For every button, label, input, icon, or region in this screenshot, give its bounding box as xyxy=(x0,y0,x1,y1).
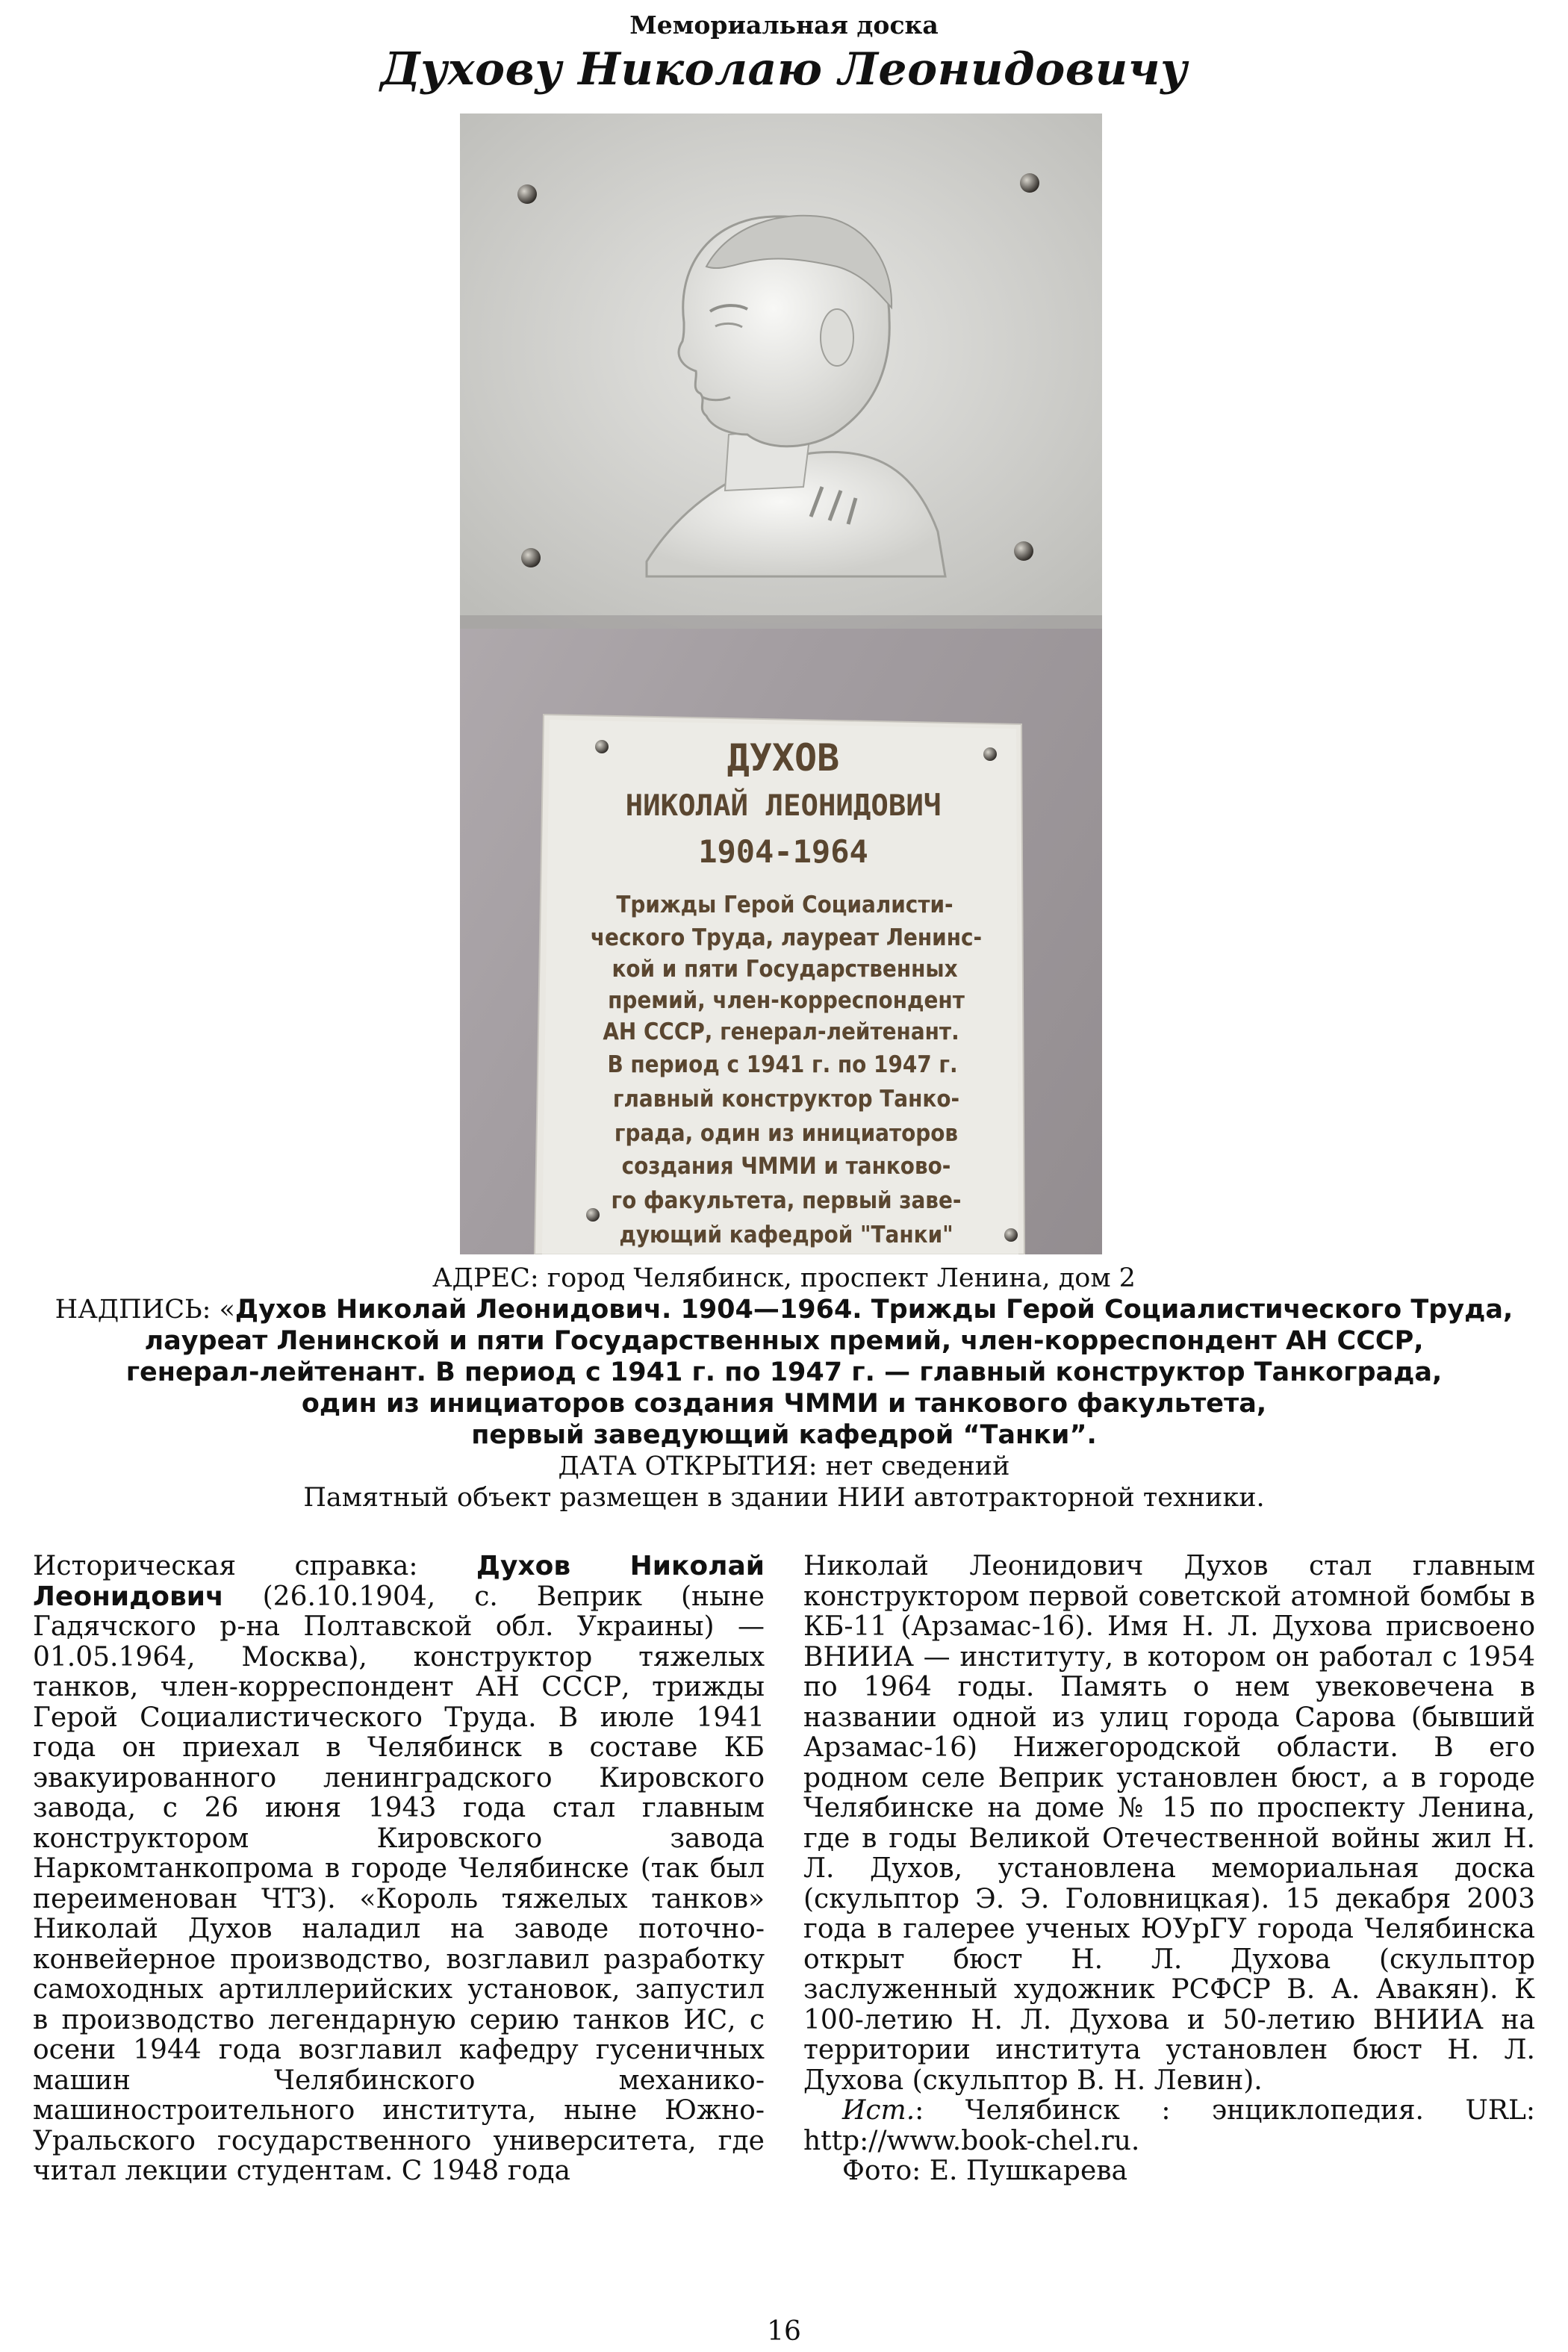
plaque-line: Трижды Герой Социалисти- xyxy=(616,892,953,918)
page-title: Духову Николаю Леонидовичу xyxy=(380,43,1188,96)
history-continuation: Николай Леонидович Духов стал главным конструктором первой советской атомной бомбы в КБ-11 (Арзамас-16). Имя Н. Л. Духова присвоено ВНИИА — институту, в котором он работал с 1954 по 1964 годы. Память о нем увековечена в названии одной из улиц города Сарова (бывший Арзамас-16) Нижегородской области. В его родном селе Веприк установлен бюст, а в городе Челябинске на доме № 15 по проспекту Ленина, где в годы Великой Отечественной войны жил Н. Л. Духов, установлена мемориальная доска (скульптор Э. Э. Головницкая). 15 декабря 2003 года в галерее ученых ЮУрГУ города Челябинска открыт бюст Н. Л. Духова (скульптор заслуженный художник РСФСР В. А. Авакян). К 100-летию Н. Л. Духова и 50-летию ВНИИА на территории института установлен бюст Н. Л. Духова (скульптор В. Н. Левин). xyxy=(803,1551,1535,2096)
source-label: Ист. xyxy=(842,2095,915,2126)
plaque-line: го факультета, первый заве- xyxy=(611,1187,962,1214)
history-left-column xyxy=(33,1552,765,2187)
plaque-name: НИКОЛАЙ ЛЕОНИДОВИЧ xyxy=(625,789,942,823)
plaque-line: премий, член-корреспондент xyxy=(608,987,965,1014)
history-paragraph xyxy=(33,1552,765,2187)
plaque-years: 1904-1964 xyxy=(698,833,868,870)
page-number: 16 xyxy=(767,2316,801,2347)
plaque-line: дующий кафедрой "Танки" xyxy=(619,1222,953,1248)
inscription-line-3: генерал-лейтенант. В период с 1941 г. по 1947 г. — главный конструктор Танкограда, xyxy=(125,1357,1443,1387)
inscription-text: Духов Николай Леонидович. 1904—1964. Трижды Герой Социалистического Труда, xyxy=(234,1295,1513,1325)
inscription-line-2: лауреат Ленинской и пяти Государственных премий, член-корреспондент АН СССР, xyxy=(144,1326,1424,1356)
history-intro: Историческая справка: xyxy=(33,1551,476,1581)
page-subtitle: Мемориальная доска xyxy=(629,10,939,40)
plaque-line: создания ЧММИ и танково- xyxy=(621,1153,951,1180)
plaque-line: града, один из инициаторов xyxy=(614,1120,959,1147)
plaque-line: В период с 1941 г. по 1947 г. xyxy=(607,1051,958,1078)
history-text: (26.10.1904, с. Веприк (ныне Гадячского р-на Полтавской обл. Украины) — 01.05.1964, Москва), конструктор тяжелых танков, член-корреспондент АН СССР, трижды Герой Социалистического Труда. В июле 1941 года он приехал в Челябинск в составе КБ эвакуированного ленинградского Кировского завода, с 26 июня 1943 года стал главным конструктором Кировского завода Наркомтанкопрома в городе Челябинске (так был переименован ЧТЗ). «Король тяжелых танков» Николай Духов наладил на заводе поточно-конвейерное производство, возглавил разработку самоходных артиллерийских установок, запустил в производство легендарную серию танков ИС, с осени 1944 года возглавил кафедру гусеничных машин Челябинского механико-машиностроительного института, ныне Южно-Уральского государственного университета, где читал лекции студентам. С 1948 года xyxy=(33,1581,765,2186)
plaque-line: АН СССР, генерал-лейтенант. xyxy=(603,1018,959,1045)
address-line: АДРЕС: город Челябинск, проспект Ленина, дом 2 xyxy=(432,1263,1136,1293)
plaque-line: ческого Труда, лауреат Ленинс- xyxy=(590,924,983,951)
memorial-plaque-photo xyxy=(460,113,1102,1254)
plaque-line: кой и пяти Государственных xyxy=(612,956,958,983)
inscription-line-5: первый заведующий кафедрой “Танки”. xyxy=(471,1420,1097,1450)
plaque-surname: ДУХОВ xyxy=(727,736,840,780)
source-reference xyxy=(803,2096,1535,2156)
inscription-line-4: один из инициаторов создания ЧММИ и танкового факультета, xyxy=(301,1389,1267,1419)
photo-credit: Фото: Е. Пушкарева xyxy=(842,2156,1127,2186)
inscription-line-1 xyxy=(30,1295,1538,1325)
inscription-label: НАДПИСЬ: « xyxy=(55,1295,235,1325)
plaque-line: главный конструктор Танко- xyxy=(612,1086,960,1113)
history-person-name: Духов Николай Леонидович xyxy=(33,1551,765,1612)
source-text: : Челябинск : энциклопедия. URL: http://www.book-chel.ru. xyxy=(803,2095,1535,2156)
location-note: Памятный объект размещен в здании НИИ автотракторной техники. xyxy=(303,1483,1265,1513)
opening-date: ДАТА ОТКРЫТИЯ: нет сведений xyxy=(558,1452,1010,1481)
history-right-column xyxy=(803,1552,1535,2187)
